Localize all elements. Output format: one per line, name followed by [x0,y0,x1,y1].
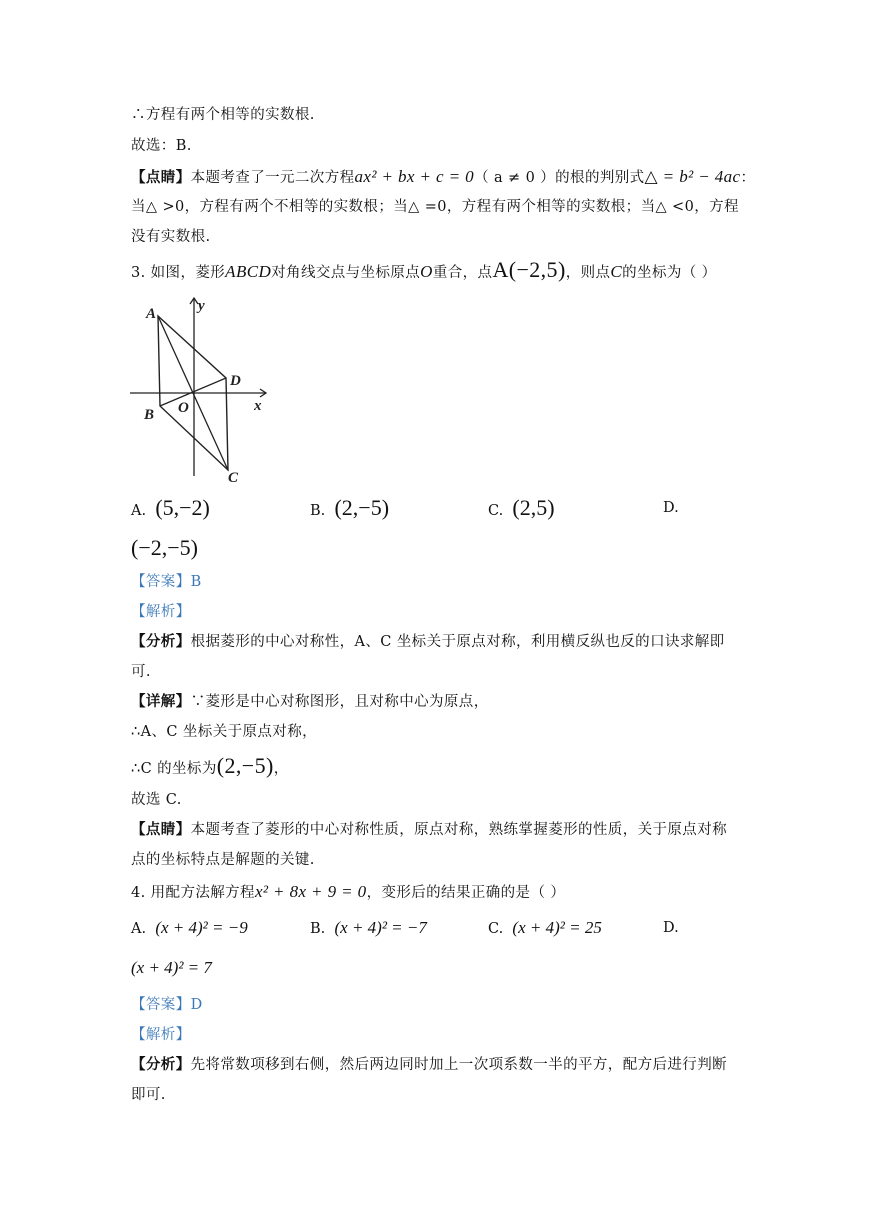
q4-option-c[interactable] [488,916,602,941]
q3-stem-text: 的坐标为（ ） [622,265,717,281]
label-y: y [198,298,205,314]
q4-analysis-tag: 【解析】 [131,1027,191,1043]
review-tag: 【点睛】 [131,821,191,838]
option-value: (x + 4)² = 25 [512,918,602,937]
q3-detail-line1 [131,692,489,712]
rhombus-figure [128,296,278,486]
q3-detail-line2: ∴A、C 坐标关于原点对称， [131,724,317,740]
q4-fenxi-line2: 即可. [131,1087,166,1103]
q4-stem [131,882,565,903]
q3-detail-line3 [131,753,289,779]
q3-option-b[interactable] [310,496,389,523]
q4-stem-text: ，变形后的结果正确的是（ ） [366,885,566,901]
q4-option-d-value [131,956,212,981]
detail-text: ∴C 的坐标为 [131,761,217,777]
label-c: C [228,470,239,486]
label-x: x [254,398,262,414]
diagonal-bd [160,378,226,406]
q3-option-d-value [131,536,198,563]
prev-choice: 故选：B. [131,138,192,154]
fenxi-tag: 【分析】 [131,1056,191,1073]
q3-stem-text: 3. 如图，菱形 [131,265,226,281]
fenxi-text: 先将常数项移到右侧，然后两边同时加上一次项系数一半的平方，配方后进行判断 [190,1057,728,1073]
prev-review-line3: 没有实数根. [131,229,211,245]
q3-fenxi-line1 [131,632,725,652]
q3-detail-line4: 故选 C. [131,792,182,808]
detail-tag: 【详解】 [131,693,191,710]
c-coordinate: (2,−5) [216,753,274,778]
q3-stem-text: 重合，点 [432,265,493,281]
option-value: (x + 4)² = −7 [334,918,427,937]
discriminant: △ = b² − 4ac [644,167,741,186]
q4-stem-text: 4. 用配方法解方程 [131,885,255,901]
option-value: (2,−5) [334,495,390,520]
option-label: D. [663,920,679,936]
option-label: D. [663,500,679,516]
detail-text: ， [273,761,289,777]
option-label: B. [310,503,326,519]
fenxi-tag: 【分析】 [131,633,191,650]
review-text: 本题考查了菱形的中心对称性质，原点对称，熟练掌握菱形的性质，关于原点对称 [190,822,728,838]
option-label: A. [131,503,147,519]
q4-equation: x² + 8x + 9 = 0 [254,882,367,901]
review-text: ： [740,170,756,186]
point-a-coord: A(−2,5) [492,257,566,282]
q3-analysis-tag: 【解析】 [131,604,191,620]
origin-label: O [420,262,433,281]
q3-option-a[interactable] [131,496,210,523]
q3-stem [131,257,717,283]
q3-review-line1 [131,820,727,840]
label-b: B [144,407,155,423]
answer-value: B [190,574,202,590]
option-value: (2,5) [512,495,555,520]
q3-option-d[interactable] [663,496,679,520]
review-tag: 【点睛】 [131,169,191,186]
review-text: 的根的判别式 [555,170,645,186]
detail-text: ∵菱形是中心对称图形，且对称中心为原点， [190,694,489,710]
review-text: 本题考查了一元二次方程 [190,170,355,186]
q4-option-b[interactable] [310,916,427,941]
q3-fenxi-line2: 可. [131,664,151,680]
label-o: O [178,400,189,416]
q3-review-line2: 点的坐标特点是解题的关键. [131,852,315,868]
answer-tag: 【答案】 [131,997,191,1013]
option-value: (5,−2) [155,495,210,520]
q3-stem-text: ，则点 [565,265,611,281]
option-value: (x + 4)² = −9 [155,918,248,937]
option-label: C. [488,503,504,519]
quadratic-equation: ax² + bx + c = 0 [354,167,475,186]
point-c-label: C [610,262,623,281]
label-a: A [146,306,157,322]
q4-option-d[interactable] [663,916,679,940]
label-d: D [230,373,241,389]
option-label: A. [131,921,147,937]
condition: （ a ≠ 0 ） [474,170,556,186]
q4-fenxi-line1 [131,1055,727,1075]
option-value: (−2,−5) [131,535,198,560]
option-value: (x + 4)² = 7 [131,958,212,977]
q4-option-a[interactable] [131,916,248,941]
prev-review-line1 [131,167,755,188]
option-label: C. [488,921,504,937]
rhombus-name: ABCD [225,262,272,281]
prev-conclusion: ∴方程有两个相等的实数根. [131,107,315,123]
q3-option-c[interactable] [488,496,555,523]
q3-stem-text: 对角线交点与坐标原点 [271,265,421,281]
q4-answer [131,995,203,1015]
answer-tag: 【答案】 [131,574,191,590]
answer-value: D [190,997,203,1013]
fenxi-text: 根据菱形的中心对称性，A、C 坐标关于原点对称，利用横反纵也反的口诀求解即 [190,634,725,650]
option-label: B. [310,921,326,937]
prev-review-line2: 当△ >0，方程有两个不相等的实数根；当△ =0，方程有两个相等的实数根；当△ <0，方程 [131,199,739,215]
q3-answer [131,572,202,592]
